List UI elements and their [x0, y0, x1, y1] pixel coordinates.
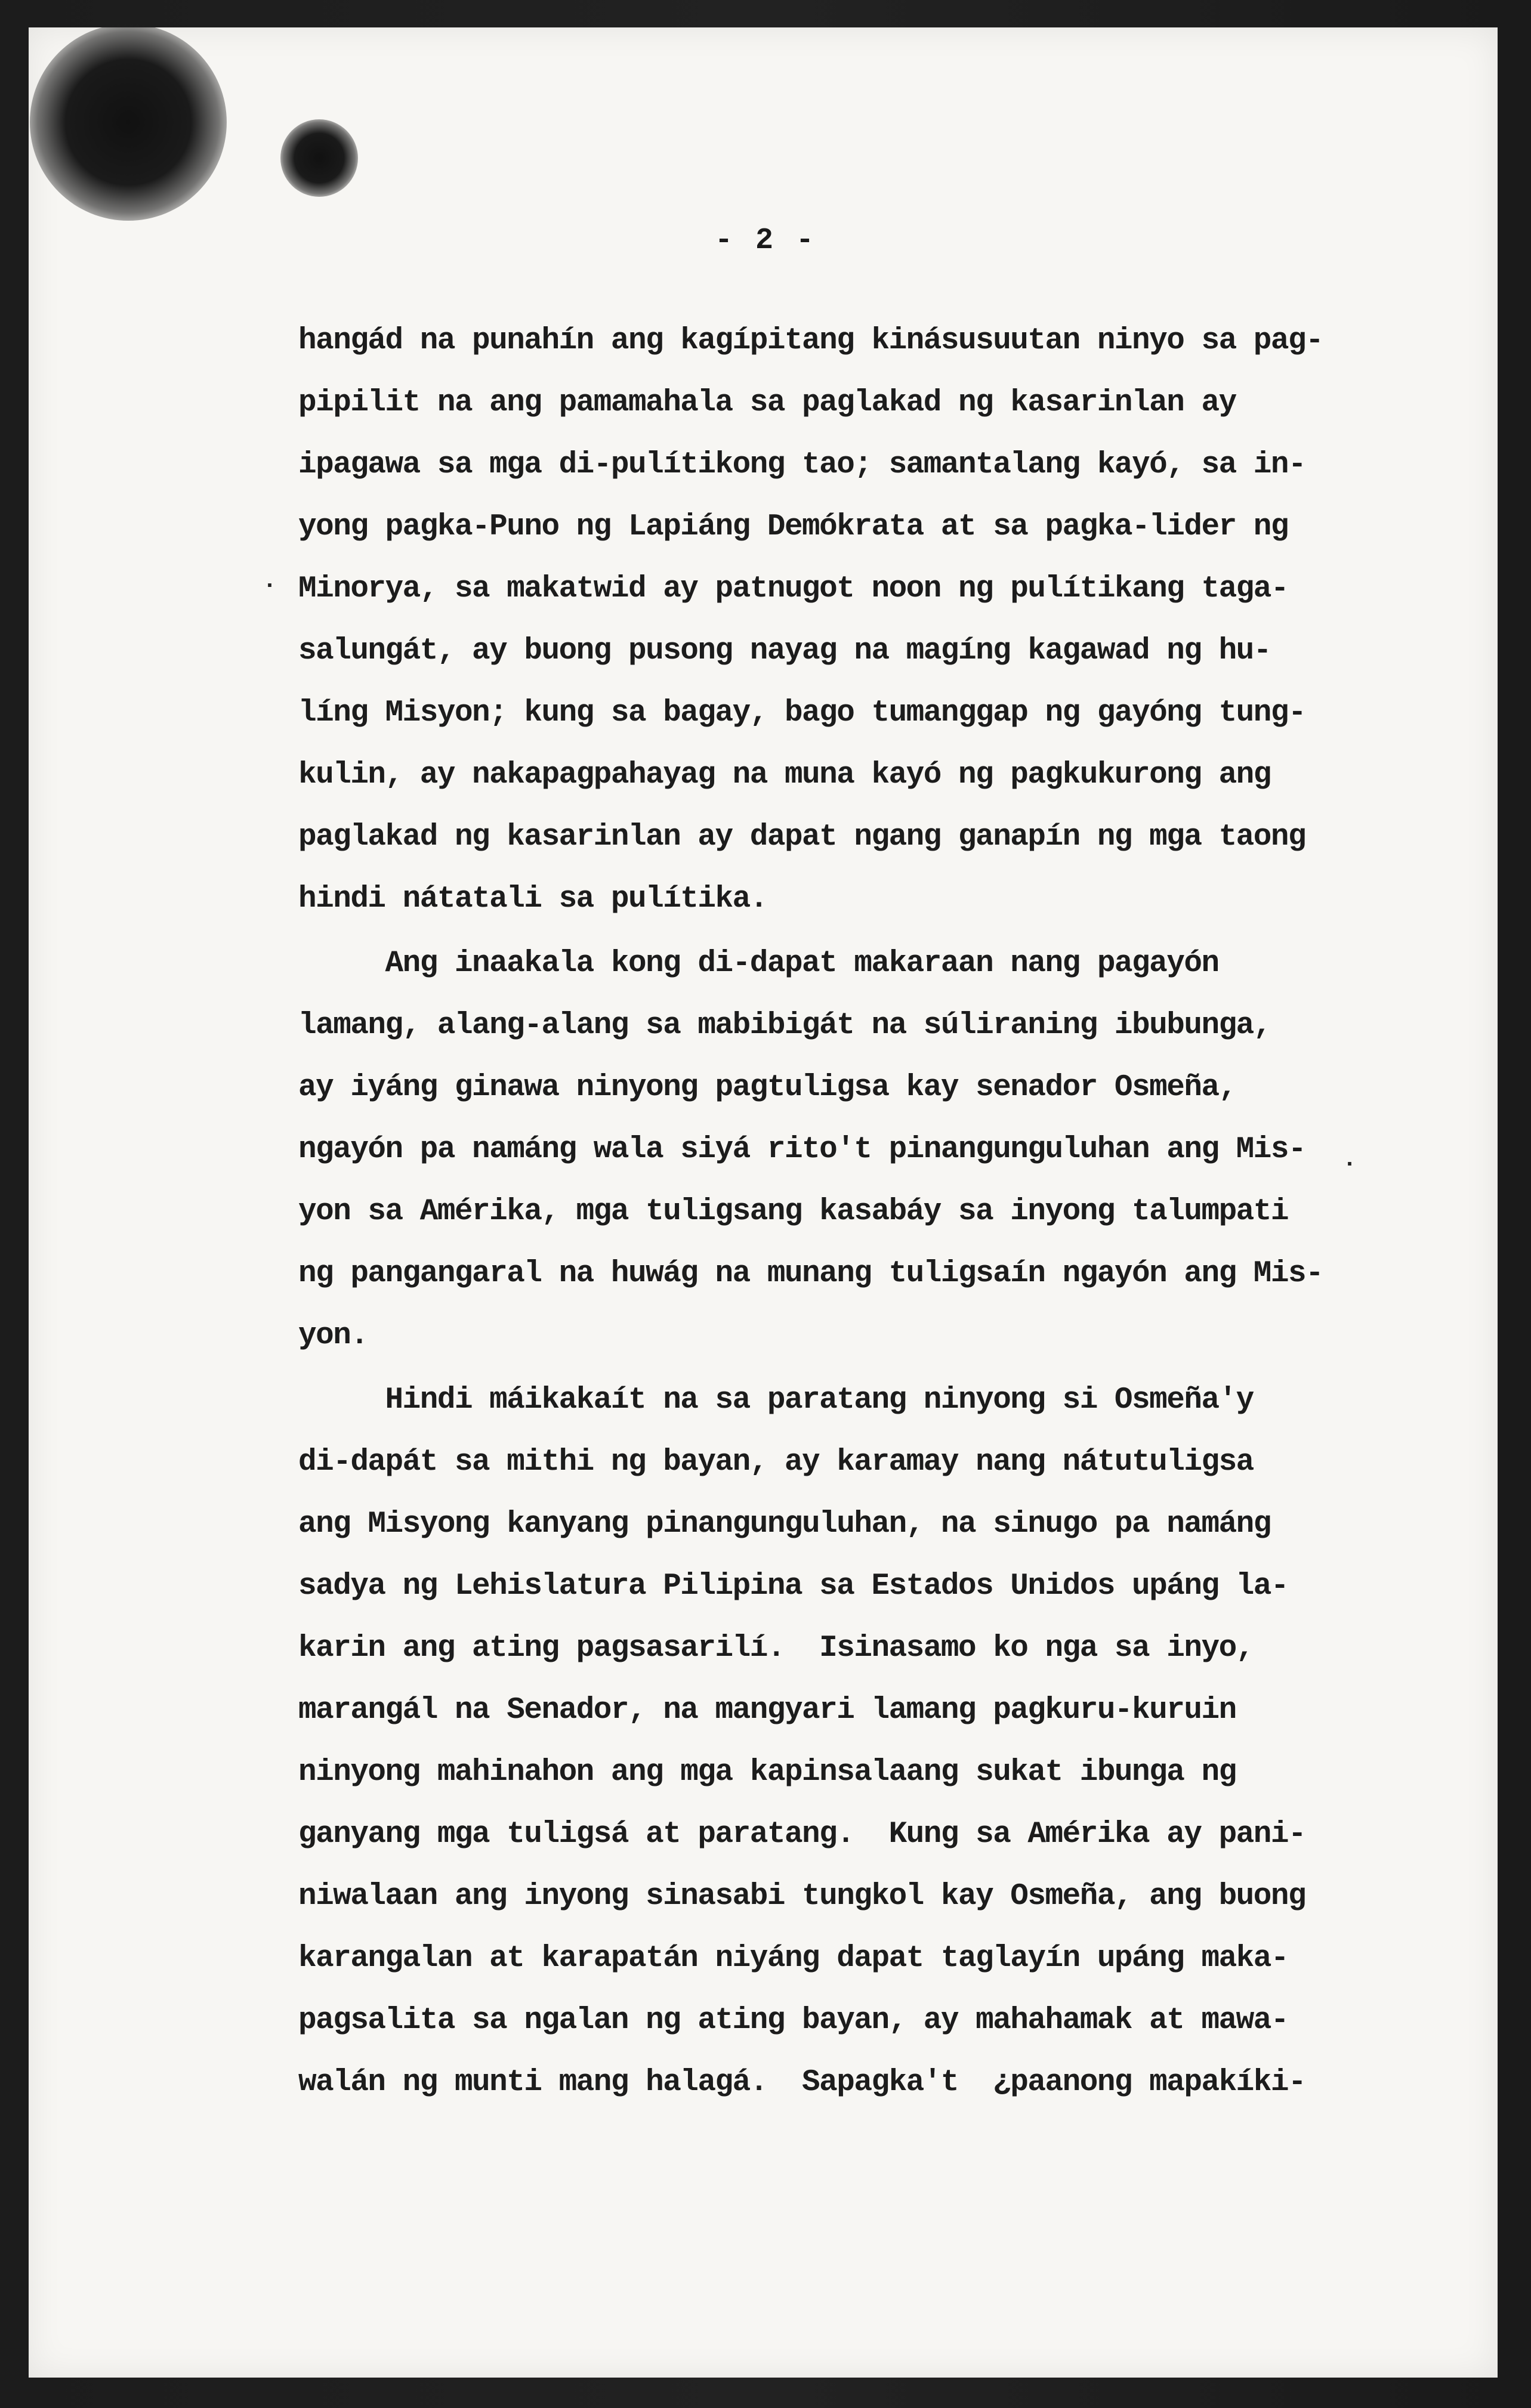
ink-smudge	[30, 24, 227, 221]
margin-mark-left: ·	[263, 573, 277, 599]
text-line: pagsalita sa ngalan ng ating bayan, ay mahahamak at mawa-	[298, 2004, 1288, 2038]
text-line: ipagawa sa mga di-pulítikong tao; samantalang kayó, sa in-	[298, 448, 1306, 482]
text-line: yong pagka-Puno ng Lapiáng Demókrata at sa pagka-lider ng	[298, 510, 1288, 544]
text-line: Ang inaakala kong di-dapat makaraan nang pagayón	[298, 947, 1219, 981]
text-line: hangád na punahín ang kagípitang kinásusuutan ninyo sa pag-	[298, 324, 1323, 358]
text-line: paglakad ng kasarinlan ay dapat ngang ganapín ng mga taong	[298, 820, 1306, 854]
text-line: ay iyáng ginawa ninyong pagtuligsa kay senador Osmeña,	[298, 1071, 1236, 1105]
text-line: Hindi máikakaít na sa paratang ninyong si Osmeña'y	[298, 1383, 1254, 1417]
text-line: ninyong mahinahon ang mga kapinsalaang sukat ibunga ng	[298, 1755, 1236, 1789]
text-line: niwalaan ang inyong sinasabi tungkol kay Osmeña, ang buong	[298, 1880, 1306, 1914]
paragraph-1	[298, 310, 1372, 931]
text-line: yon sa Amérika, mga tuligsang kasabáy sa inyong talumpati	[298, 1195, 1288, 1229]
ink-smudge-small	[280, 119, 358, 197]
text-line: ganyang mga tuligsá at paratang. Kung sa Amérika ay pani-	[298, 1817, 1306, 1851]
text-line: ngayón pa namáng wala siyá rito't pinangunguluhan ang Mis-	[298, 1133, 1306, 1167]
text-line: ang Misyong kanyang pinangunguluhan, na sinugo pa namáng	[298, 1507, 1271, 1541]
text-line: ng pangangaral na huwág na munang tuligsaín ngayón ang Mis-	[298, 1257, 1323, 1291]
margin-mark-right: ·	[1342, 1151, 1357, 1178]
text-line: karangalan at karapatán niyáng dapat taglayín upáng maka-	[298, 1942, 1288, 1976]
text-line: Minorya, sa makatwid ay patnugot noon ng pulítikang taga-	[298, 572, 1288, 606]
text-line: yon.	[298, 1319, 368, 1353]
letter-body	[298, 310, 1372, 2116]
text-line: walán ng munti mang halagá. Sapagka't ¿paanong mapakíki-	[298, 2066, 1306, 2100]
text-line: di-dapát sa mithi ng bayan, ay karamay nang nátutuligsa	[298, 1445, 1254, 1479]
paragraph-2	[298, 933, 1372, 1367]
text-line: kulin, ay nakapagpahayag na muna kayó ng pagkukurong ang	[298, 758, 1271, 792]
text-line: salungát, ay buong pusong nayag na magíng kagawad ng hu-	[298, 634, 1271, 668]
text-line: marangál na Senador, na mangyari lamang pagkuru-kuruin	[298, 1693, 1236, 1727]
text-line: líng Misyon; kung sa bagay, bago tumanggap ng gayóng tung-	[298, 696, 1306, 730]
text-line: hindi nátatali sa pulítika.	[298, 882, 767, 916]
text-line: karin ang ating pagsasarilí. Isinasamo ko nga sa inyo,	[298, 1631, 1254, 1665]
text-line: sadya ng Lehislatura Pilipina sa Estados Unidos upáng la-	[298, 1569, 1288, 1603]
text-line: lamang, alang-alang sa mabibigát na súliraning ibubunga,	[298, 1009, 1271, 1043]
paragraph-3	[298, 1370, 1372, 2114]
page-number: - 2 -	[714, 224, 817, 258]
text-line: pipilit na ang pamamahala sa paglakad ng kasarinlan ay	[298, 386, 1236, 420]
